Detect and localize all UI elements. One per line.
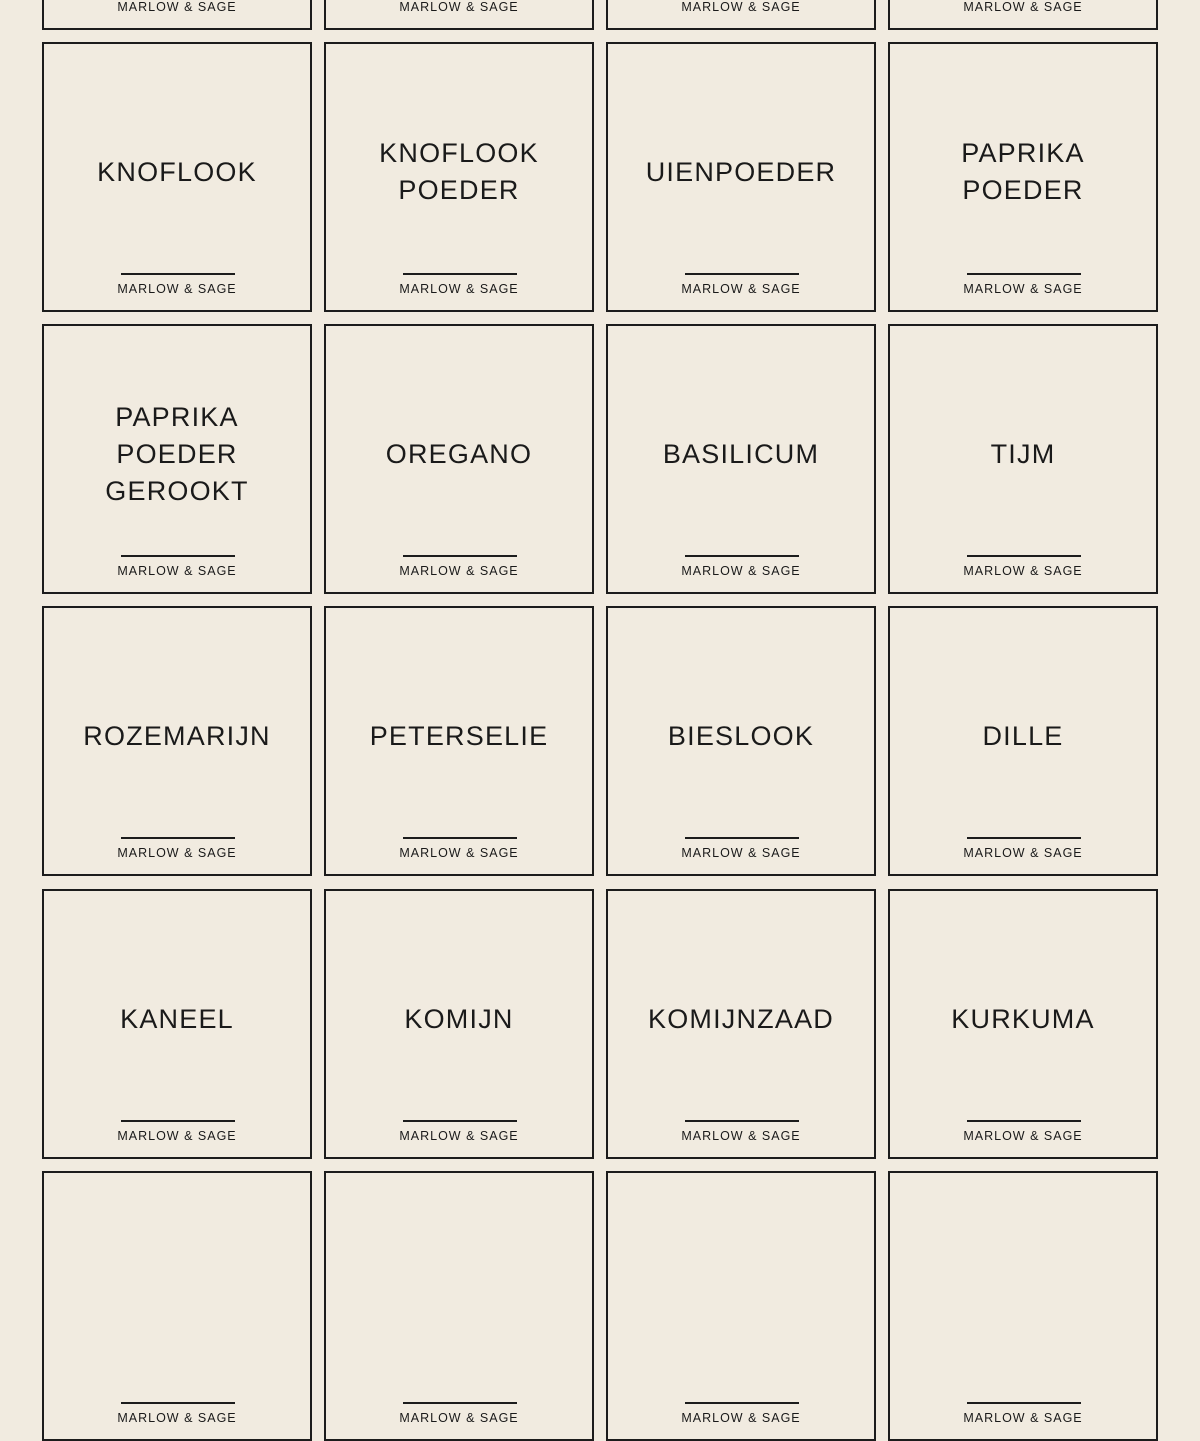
spice-name: BIESLOOK — [667, 720, 815, 751]
divider-line — [121, 1120, 235, 1122]
divider-line — [685, 1120, 799, 1122]
spice-label — [324, 42, 594, 312]
divider-line — [967, 837, 1081, 839]
brand-text: MARLOW & SAGE — [117, 846, 237, 860]
brand-text: MARLOW & SAGE — [399, 1129, 519, 1143]
spice-label — [324, 1171, 594, 1441]
brand-text: MARLOW & SAGE — [681, 1411, 801, 1425]
spice-label — [606, 889, 876, 1159]
brand-text: MARLOW & SAGE — [963, 1129, 1083, 1143]
brand-text: MARLOW & SAGE — [117, 1129, 237, 1143]
spice-label — [888, 606, 1158, 876]
brand-text: MARLOW & SAGE — [117, 564, 237, 578]
spice-label — [606, 0, 876, 30]
spice-label — [324, 889, 594, 1159]
brand-text: MARLOW & SAGE — [399, 846, 519, 860]
divider-line — [403, 1120, 517, 1122]
brand-text: MARLOW & SAGE — [681, 846, 801, 860]
brand-text: MARLOW & SAGE — [963, 1411, 1083, 1425]
spice-label — [888, 889, 1158, 1159]
divider-line — [685, 273, 799, 275]
spice-name — [326, 1173, 592, 1429]
spice-name: PETERSELIE — [369, 720, 549, 751]
spice-label — [888, 0, 1158, 30]
spice-label — [42, 1171, 312, 1441]
spice-name: KNOFLOOK POEDER — [379, 138, 539, 205]
divider-line — [121, 555, 235, 557]
spice-label — [42, 606, 312, 876]
brand-text: MARLOW & SAGE — [963, 846, 1083, 860]
spice-name — [44, 1173, 310, 1429]
spice-label — [606, 42, 876, 312]
brand-text: MARLOW & SAGE — [963, 282, 1083, 296]
brand-text: MARLOW & SAGE — [399, 0, 519, 14]
divider-line — [967, 555, 1081, 557]
brand-text: MARLOW & SAGE — [963, 0, 1083, 14]
spice-label — [42, 42, 312, 312]
brand-text: MARLOW & SAGE — [681, 564, 801, 578]
spice-label — [606, 1171, 876, 1441]
spice-name: DILLE — [982, 720, 1064, 751]
divider-line — [121, 837, 235, 839]
spice-label — [324, 324, 594, 594]
spice-name: PAPRIKA POEDER — [961, 138, 1085, 205]
brand-text: MARLOW & SAGE — [963, 564, 1083, 578]
spice-name: TIJM — [990, 438, 1056, 469]
spice-label — [888, 1171, 1158, 1441]
brand-text: MARLOW & SAGE — [117, 1411, 237, 1425]
spice-name: ROZEMARIJN — [83, 720, 271, 751]
spice-name — [890, 1173, 1156, 1429]
divider-line — [967, 273, 1081, 275]
divider-line — [685, 837, 799, 839]
divider-line — [685, 555, 799, 557]
spice-name: UIENPOEDER — [645, 156, 837, 187]
brand-text: MARLOW & SAGE — [117, 0, 237, 14]
spice-label — [42, 889, 312, 1159]
divider-line — [403, 555, 517, 557]
spice-label — [888, 42, 1158, 312]
divider-line — [967, 1402, 1081, 1404]
spice-name: OREGANO — [385, 438, 533, 469]
spice-label — [324, 0, 594, 30]
spice-name: PAPRIKA POEDER GEROOKT — [105, 401, 249, 506]
divider-line — [403, 837, 517, 839]
divider-line — [121, 1402, 235, 1404]
spice-name: KURKUMA — [951, 1003, 1095, 1034]
divider-line — [685, 1402, 799, 1404]
brand-text: MARLOW & SAGE — [117, 282, 237, 296]
brand-text: MARLOW & SAGE — [399, 282, 519, 296]
brand-text: MARLOW & SAGE — [399, 564, 519, 578]
brand-text: MARLOW & SAGE — [681, 1129, 801, 1143]
spice-label — [324, 606, 594, 876]
spice-name — [608, 1173, 874, 1429]
spice-label — [42, 324, 312, 594]
spice-name: KANEEL — [120, 1003, 234, 1034]
spice-name: KOMIJNZAAD — [647, 1003, 834, 1034]
brand-text: MARLOW & SAGE — [681, 0, 801, 14]
spice-name: BASILICUM — [662, 438, 820, 469]
spice-name: KNOFLOOK — [97, 156, 257, 187]
spice-label — [888, 324, 1158, 594]
brand-text: MARLOW & SAGE — [399, 1411, 519, 1425]
spice-label — [42, 0, 312, 30]
divider-line — [403, 1402, 517, 1404]
spice-name: KOMIJN — [404, 1003, 514, 1034]
divider-line — [121, 273, 235, 275]
spice-label — [606, 324, 876, 594]
brand-text: MARLOW & SAGE — [681, 282, 801, 296]
divider-line — [403, 273, 517, 275]
spice-label — [606, 606, 876, 876]
divider-line — [967, 1120, 1081, 1122]
